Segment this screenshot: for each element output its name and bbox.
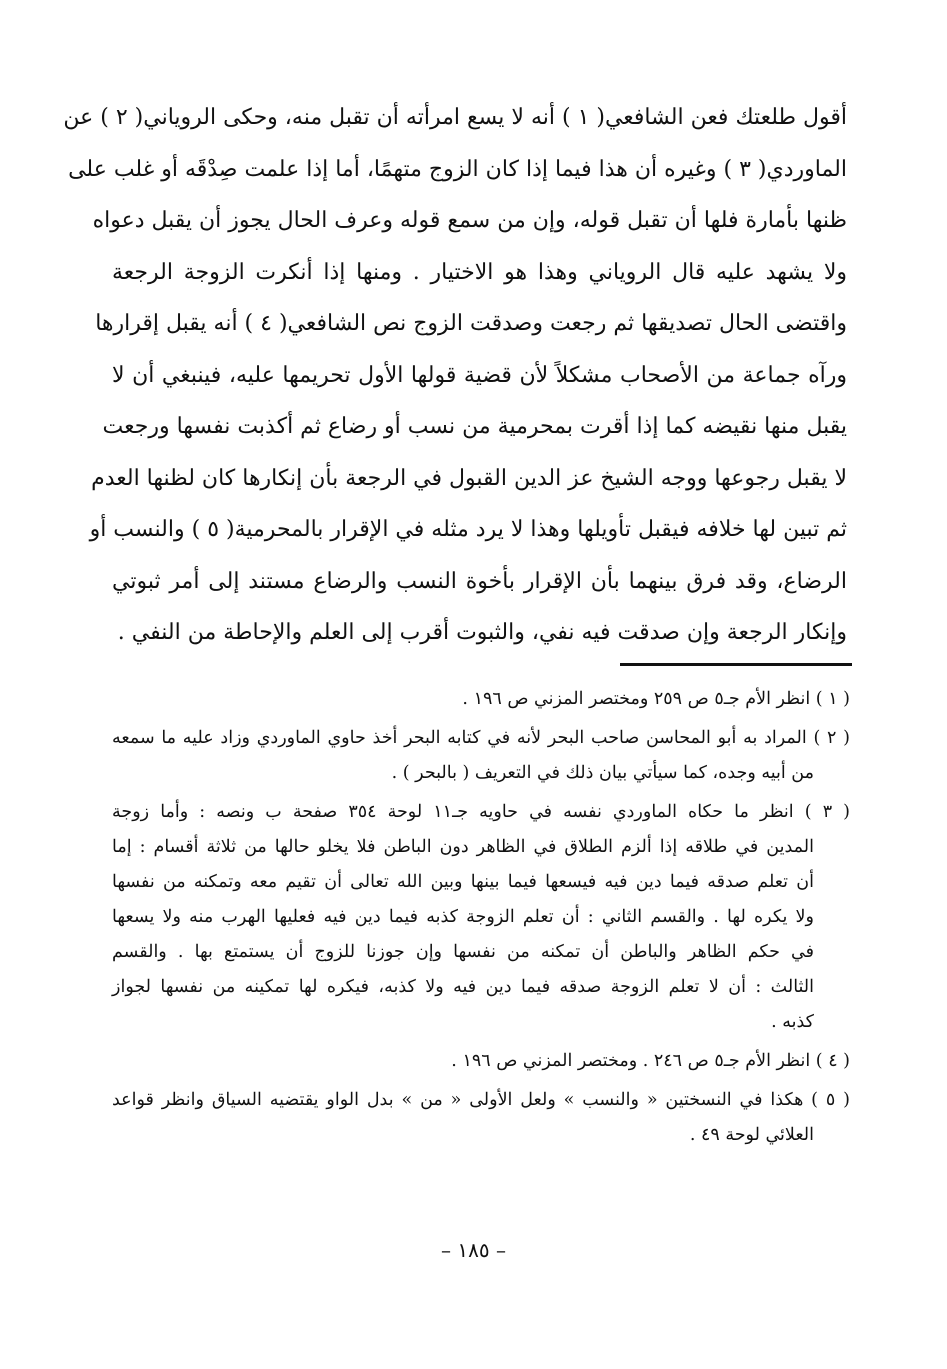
main-text-line: يقبل منها نقيضه كما إذا أقرت بمحرمية من نسب أو رضاع ثم أكذبت نفسها ورجعت — [102, 414, 847, 439]
footnote-line: ( ٤ ) انظر الأم جـ٥ ص ٢٤٦ . ومختصر المزني ص ١٩٦ . — [451, 1051, 850, 1071]
page-number: – ١٨٥ – — [441, 1238, 506, 1262]
footnote-line: ( ٥ ) هكذا في النسختين « والنسب » ولعل الأولى « من » بدل الواو يقتضيه السياق وانظر قواعد — [112, 1090, 850, 1110]
footnote-2 — [112, 721, 850, 791]
main-text-line: الماوردي( ٣ ) وغيره أن هذا فيما إذا كان الزوج متهمًا، أما إذا علمت صِدْقَه أو غلب على — [68, 156, 847, 182]
footnote-line: العلائي لوحة ٤٩ . — [689, 1125, 814, 1145]
footnote-line: ( ٢ ) المراد به أبو المحاسن صاحب البحر لأنه في كتابه البحر أخذ حاوي الماوردي وزاد عليه ما سمعه — [112, 728, 850, 748]
main-text-line: ورآه جماعة من الأصحاب مشكلاً لأن قضية قولها الأول تحريمها عليه، فينبغي أن لا — [112, 362, 847, 388]
footnote-separator — [620, 663, 852, 666]
main-text-line: أقول طلعتك فعن الشافعي( ١ ) أنه لا يسع امرأته أن تقبل منه، وحكى الروياني( ٢ ) عن — [63, 105, 847, 130]
main-text-line: واقتضى الحال تصديقها ثم رجعت وصدقت الزوج نص الشافعي( ٤ ) أنه يقبل إقرارها — [95, 311, 847, 336]
footnote-1 — [112, 682, 850, 717]
footnote-3 — [112, 795, 850, 1040]
main-text-line: لا يقبل رجوعها ووجه الشيخ عز الدين القبول في الرجعة بأن إنكارها كان لظنها العدم — [91, 465, 847, 491]
footnote-line: ( ١ ) انظر الأم جـ٥ ص ٢٥٩ ومختصر المزني ص ١٩٦ . — [462, 689, 850, 709]
footnote-5 — [112, 1083, 850, 1153]
footnotes — [112, 682, 850, 1157]
footnote-line: ولا يكره لها . والقسم الثاني : أن تعلم الزوجة كذبه فيما دين فيه فعليها الهرب منه ولا يسعها — [112, 907, 814, 927]
main-text-line: ظنها بأمارة فلها أن تقبل قوله، وإن من سمع قوله وعرف الحال يجوز أن يقبل دعواه — [92, 208, 847, 233]
footnote-4 — [112, 1044, 850, 1079]
main-text-line: الرضاع، وقد فرق بينهما بأن الإقرار بأخوة النسب والرضاع مستند إلى أمر ثبوتي — [112, 568, 847, 594]
footnote-line: المدين في طلاقه إذا ألزم الطلاق في الظاهر دون الباطن فلا يخلو حالها من ثلاثة أقسام : إما — [112, 837, 814, 857]
footnote-line: في حكم الظاهر والباطن أن تمكنه من نفسها وإن جوزنا للزوج أن يستمتع بها . والقسم — [112, 942, 814, 962]
main-text-line: وإنكار الرجعة وإن صدقت فيه نفي، والثبوت أقرب إلى العلم والإحاطة من النفي . — [117, 620, 847, 645]
main-text — [63, 92, 847, 659]
main-text-line: ثم تبين لها خلافه فيقبل تأويلها وهذا لا يرد مثله في الإقرار بالمحرمية( ٥ ) والنسب أو — [89, 517, 847, 542]
footnote-line: أن تعلم صدقه فيما دين فيه فيسعها فيما بينها وبين الله تعالى أن تقيم معه وتمكنه من نفسها — [112, 872, 814, 892]
footnote-line: كذبه . — [771, 1012, 814, 1032]
footnote-line: ( ٣ ) انظر ما حكاه الماوردي نفسه في حاويه جـ١١ لوحة ٣٥٤ صفحة ب ونصه : وأما زوجة — [112, 802, 851, 822]
main-text-line: ولا يشهد عليه قال الروياني وهذا هو الاختيار . ومنها إذا أنكرت الزوجة الرجعة — [112, 259, 847, 285]
footnote-line: من أبيه وجده، كما سيأتي بيان ذلك في التعريف ( بالبحر ) . — [391, 763, 814, 783]
footnote-line: الثالث : أن لا تعلم الزوجة صدقه فيما دين فيه ولا كذبه، فيكره لها تمكينه من نفسها لجواز — [112, 977, 814, 997]
